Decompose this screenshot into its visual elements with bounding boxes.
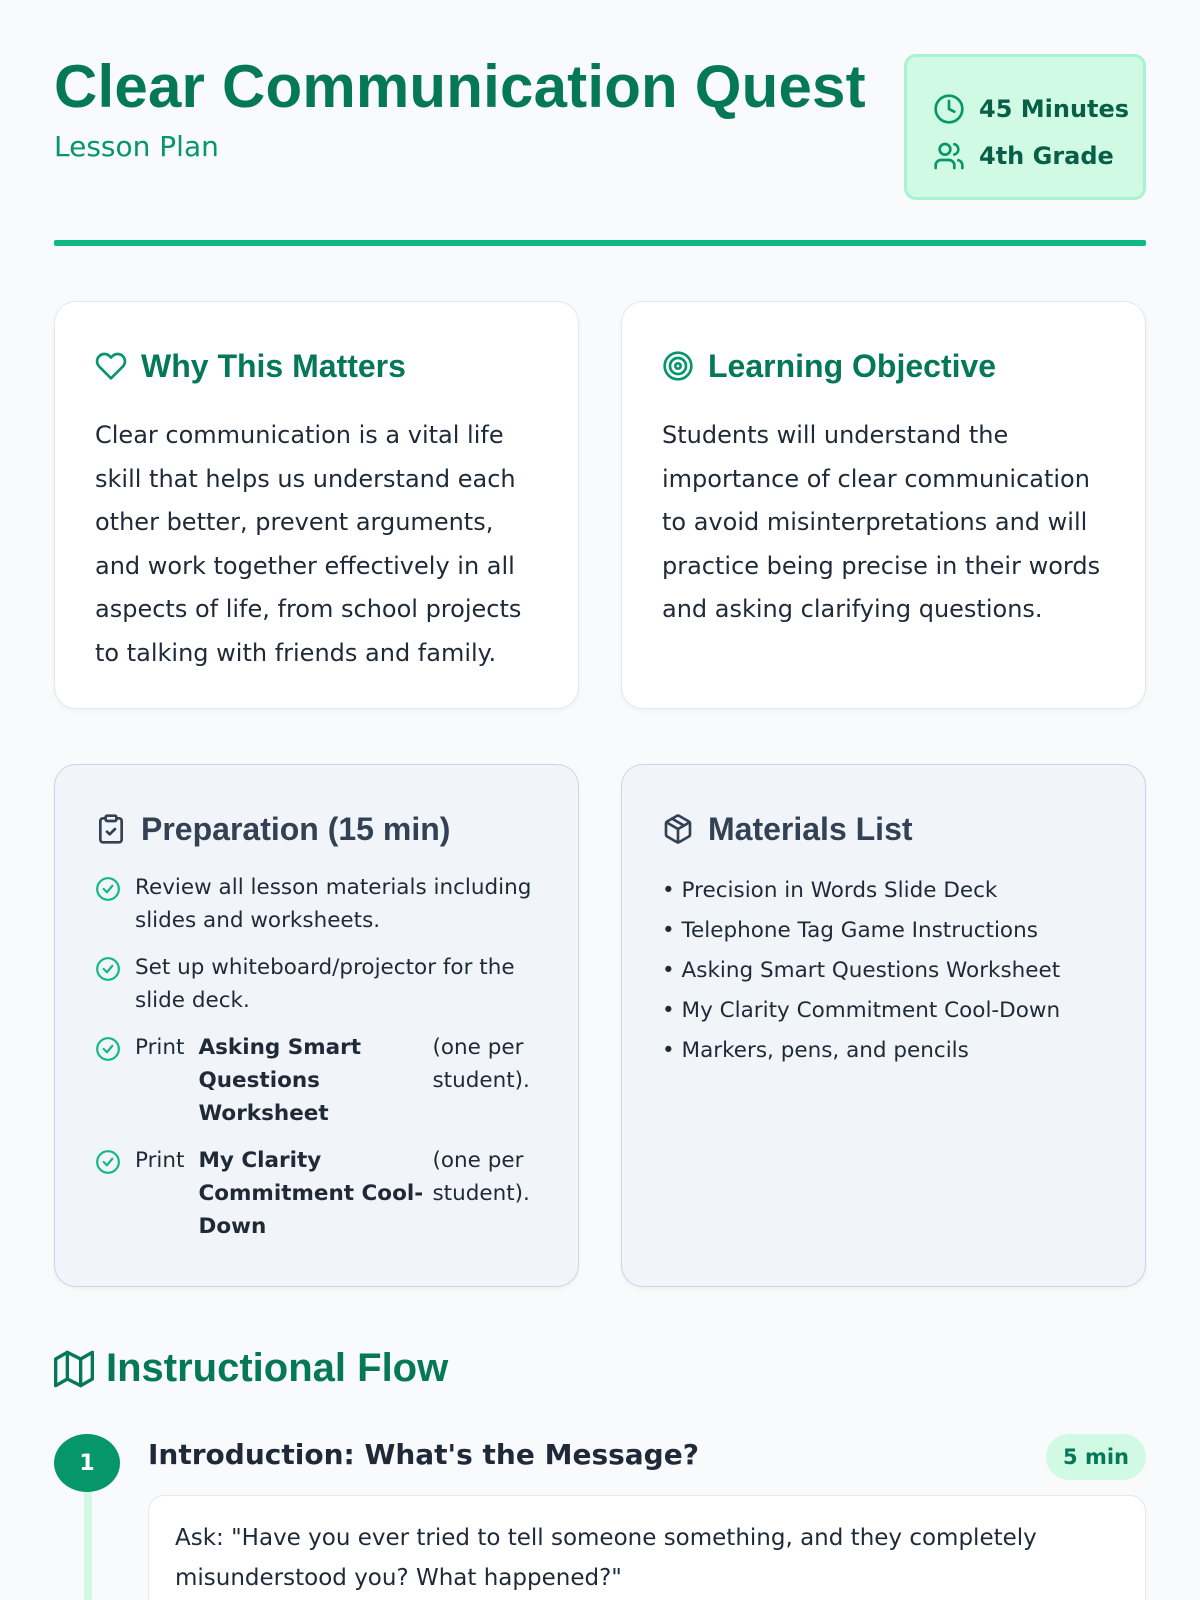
materials-list [662,871,1103,1071]
print-document-name: My Clarity Commitment Cool-Down [198,1148,424,1239]
step-timeline-line [84,1484,92,1600]
step-number-badge: 1 [54,1434,120,1492]
preparation-item [95,1031,536,1130]
why-card [54,301,579,709]
preparation-item-text: Review all lesson materials including slides and worksheets. [135,875,532,933]
duration-label: 45 Minutes [979,94,1130,123]
preparation-card-header [95,809,536,849]
preparation-print-item [135,1031,536,1130]
instructional-flow-header [54,1346,448,1391]
map-icon [54,1348,96,1390]
package-icon [662,812,696,846]
why-card-body: Clear communication is a vital life skill that helps us understand each other better, prevent arguments, and work together effectively in all aspects of life, from school projects to talking with friends and family. [95,421,522,667]
clipboard-check-icon [95,812,129,846]
materials-item: • Precision in Words Slide Deck [662,871,1103,911]
preparation-item [95,1144,536,1243]
print-suffix: (one per student). [432,1035,530,1093]
print-suffix: (one per student). [432,1148,530,1206]
duration-row [933,85,1143,132]
preparation-item [95,951,536,1017]
users-icon [933,138,969,174]
materials-item: • Markers, pens, and pencils [662,1031,1103,1071]
check-circle-icon [95,1031,135,1130]
objective-card-header [662,346,1103,386]
target-icon [662,349,696,383]
instructional-flow-title: Instructional Flow [106,1346,449,1390]
objective-card-body: Students will understand the importance of clear communication to avoid misinterpretations and will practice being precise in their words and asking clarifying questions. [662,421,1101,623]
header [54,0,1146,248]
print-document-name: Asking Smart Questions Worksheet [198,1035,362,1126]
page-title: Clear Communication Quest [54,53,866,120]
objective-card-title: Learning Objective [708,347,997,384]
print-prefix: Print [135,1035,185,1060]
materials-card-header [662,809,1103,849]
overview-row [54,301,1146,709]
materials-item: • My Clarity Commitment Cool-Down [662,991,1103,1031]
objective-card [621,301,1146,709]
prep-materials-row [54,764,1146,1287]
grade-row [933,132,1143,179]
grade-label: 4th Grade [979,141,1114,170]
materials-item: • Asking Smart Questions Worksheet [662,951,1103,991]
page-subtitle: Lesson Plan [54,130,219,163]
step-card [148,1495,1146,1600]
materials-card-title: Materials List [708,810,913,847]
clock-icon [933,91,969,127]
step-body: Ask: "Have you ever tried to tell someone something, and they completely misunderstood you? What happened?" [175,1525,1037,1591]
why-card-title: Why This Matters [141,347,406,384]
step-title: Introduction: What's the Message? [148,1438,699,1471]
preparation-card-title: Preparation (15 min) [141,810,451,847]
step-time-badge: 5 min [1046,1434,1146,1480]
preparation-list [95,871,536,1243]
materials-item: • Telephone Tag Game Instructions [662,911,1103,951]
check-circle-icon [95,951,135,1017]
preparation-print-item [135,1144,536,1243]
materials-card [621,764,1146,1287]
check-circle-icon [95,871,135,937]
check-circle-icon [95,1144,135,1243]
preparation-item [95,871,536,937]
preparation-item-text: Set up whiteboard/projector for the slide deck. [135,955,515,1013]
print-prefix: Print [135,1148,185,1173]
heart-icon [95,349,129,383]
preparation-card [54,764,579,1287]
header-divider [54,240,1146,246]
why-card-header [95,346,536,386]
lesson-meta-box [904,54,1146,200]
